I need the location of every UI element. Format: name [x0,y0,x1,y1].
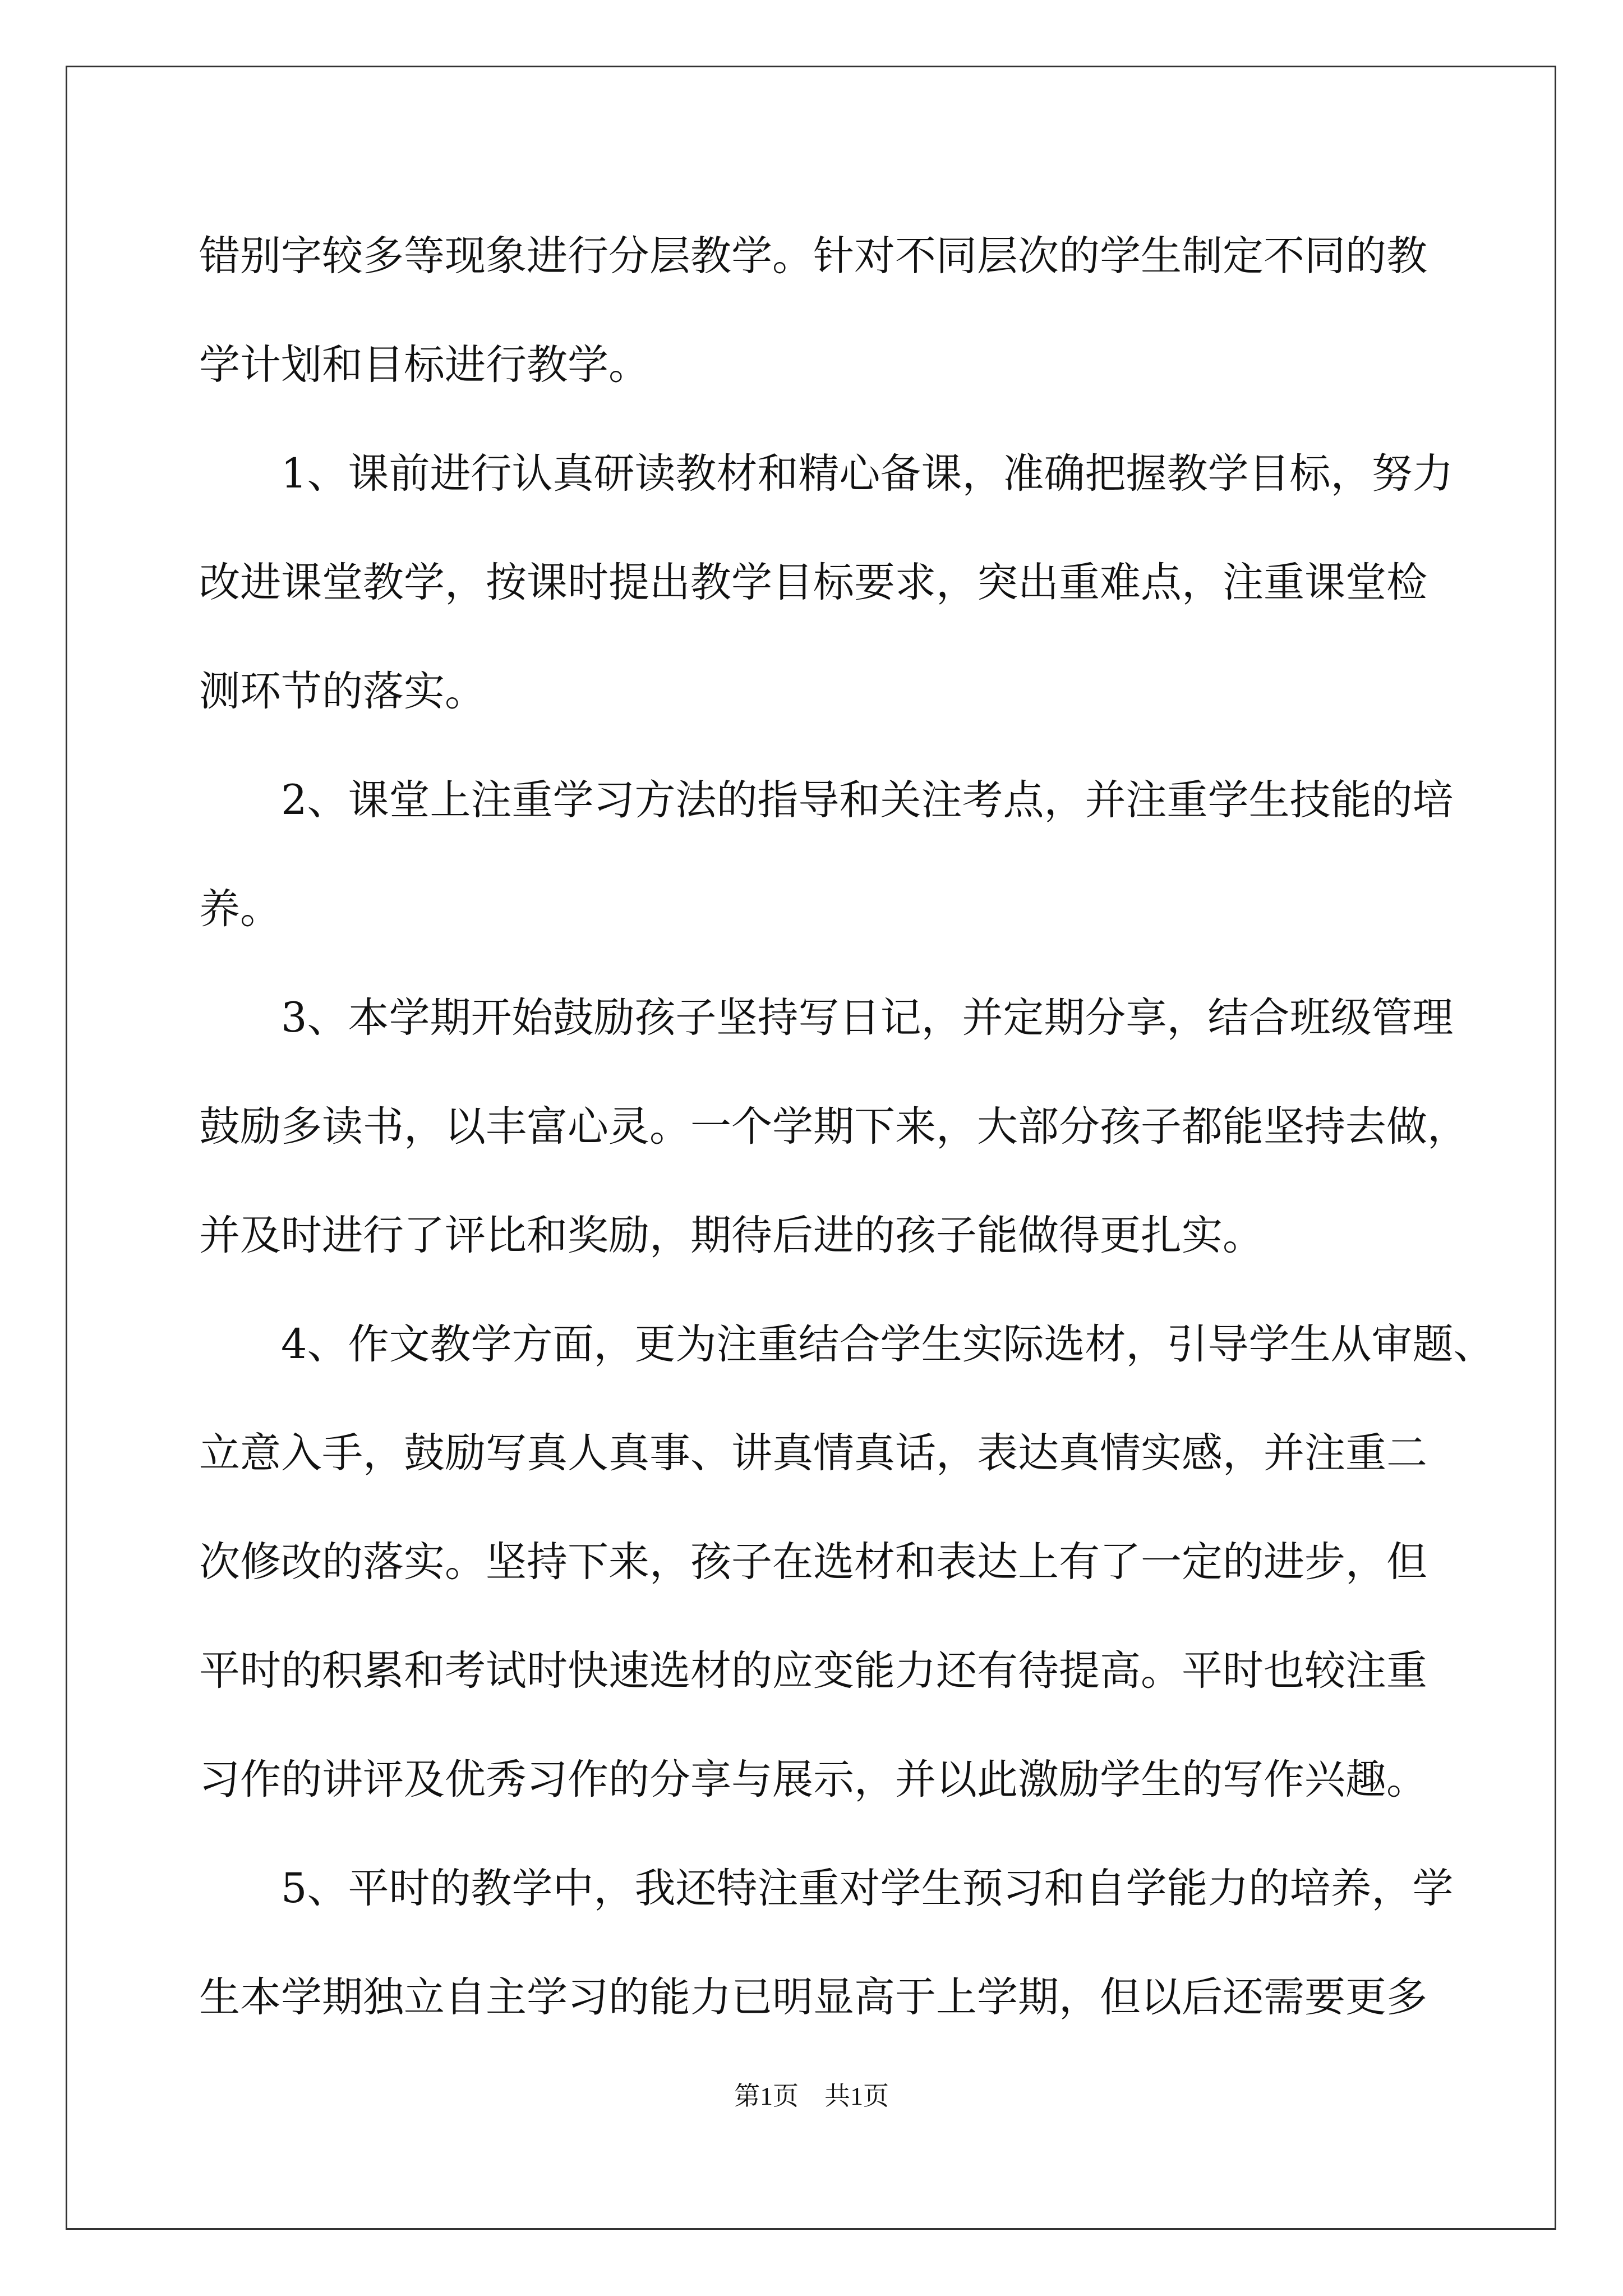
text-line: 改进课堂教学，按课时提出教学目标要求，突出重难点，注重课堂检 [199,559,1427,606]
text-line: 次修改的落实。坚持下来，孩子在选材和表达上有了一定的进步，但 [199,1538,1427,1586]
text-line: 测环节的落实。 [199,668,486,715]
page-number: 第1页 [734,2082,799,2110]
text-line: 并及时进行了评比和奖励，期待后进的孩子能做得更扎实。 [199,1212,1264,1259]
text-line: 生本学期独立自主学习的能力已明显高于上学期，但以后还需要更多 [199,1973,1427,2021]
page-footer [0,2076,1623,2113]
text-line: 1、课前进行认真研读教材和精心备课，准确把握教学目标，努力 [281,450,1454,498]
document-body [199,202,1495,2052]
text-line: 5、平时的教学中，我还特注重对学生预习和自学能力的培养，学 [281,1865,1454,1912]
text-line: 平时的积累和考试时快速选材的应变能力还有待提高。平时也较注重 [199,1647,1427,1695]
text-line: 立意入手，鼓励写真人真事、讲真情真话，表达真情实感，并注重二 [199,1429,1427,1477]
text-line: 3、本学期开始鼓励孩子坚持写日记，并定期分享，结合班级管理 [281,994,1454,1042]
text-line: 2、课堂上注重学习方法的指导和关注考点，并注重学生技能的培 [281,776,1454,824]
text-line: 4、作文教学方面，更为注重结合学生实际选材，引导学生从审题、 [281,1320,1495,1368]
page-total: 共1页 [824,2082,889,2110]
text-line: 学计划和目标进行教学。 [199,341,649,389]
text-line: 鼓励多读书，以丰富心灵。一个学期下来，大部分孩子都能坚持去做， [199,1103,1468,1151]
text-line: 养。 [199,885,281,933]
text-line: 错别字较多等现象进行分层教学。针对不同层次的学生制定不同的教 [199,232,1427,280]
text-line: 习作的讲评及优秀习作的分享与展示，并以此激励学生的写作兴趣。 [199,1756,1427,1803]
